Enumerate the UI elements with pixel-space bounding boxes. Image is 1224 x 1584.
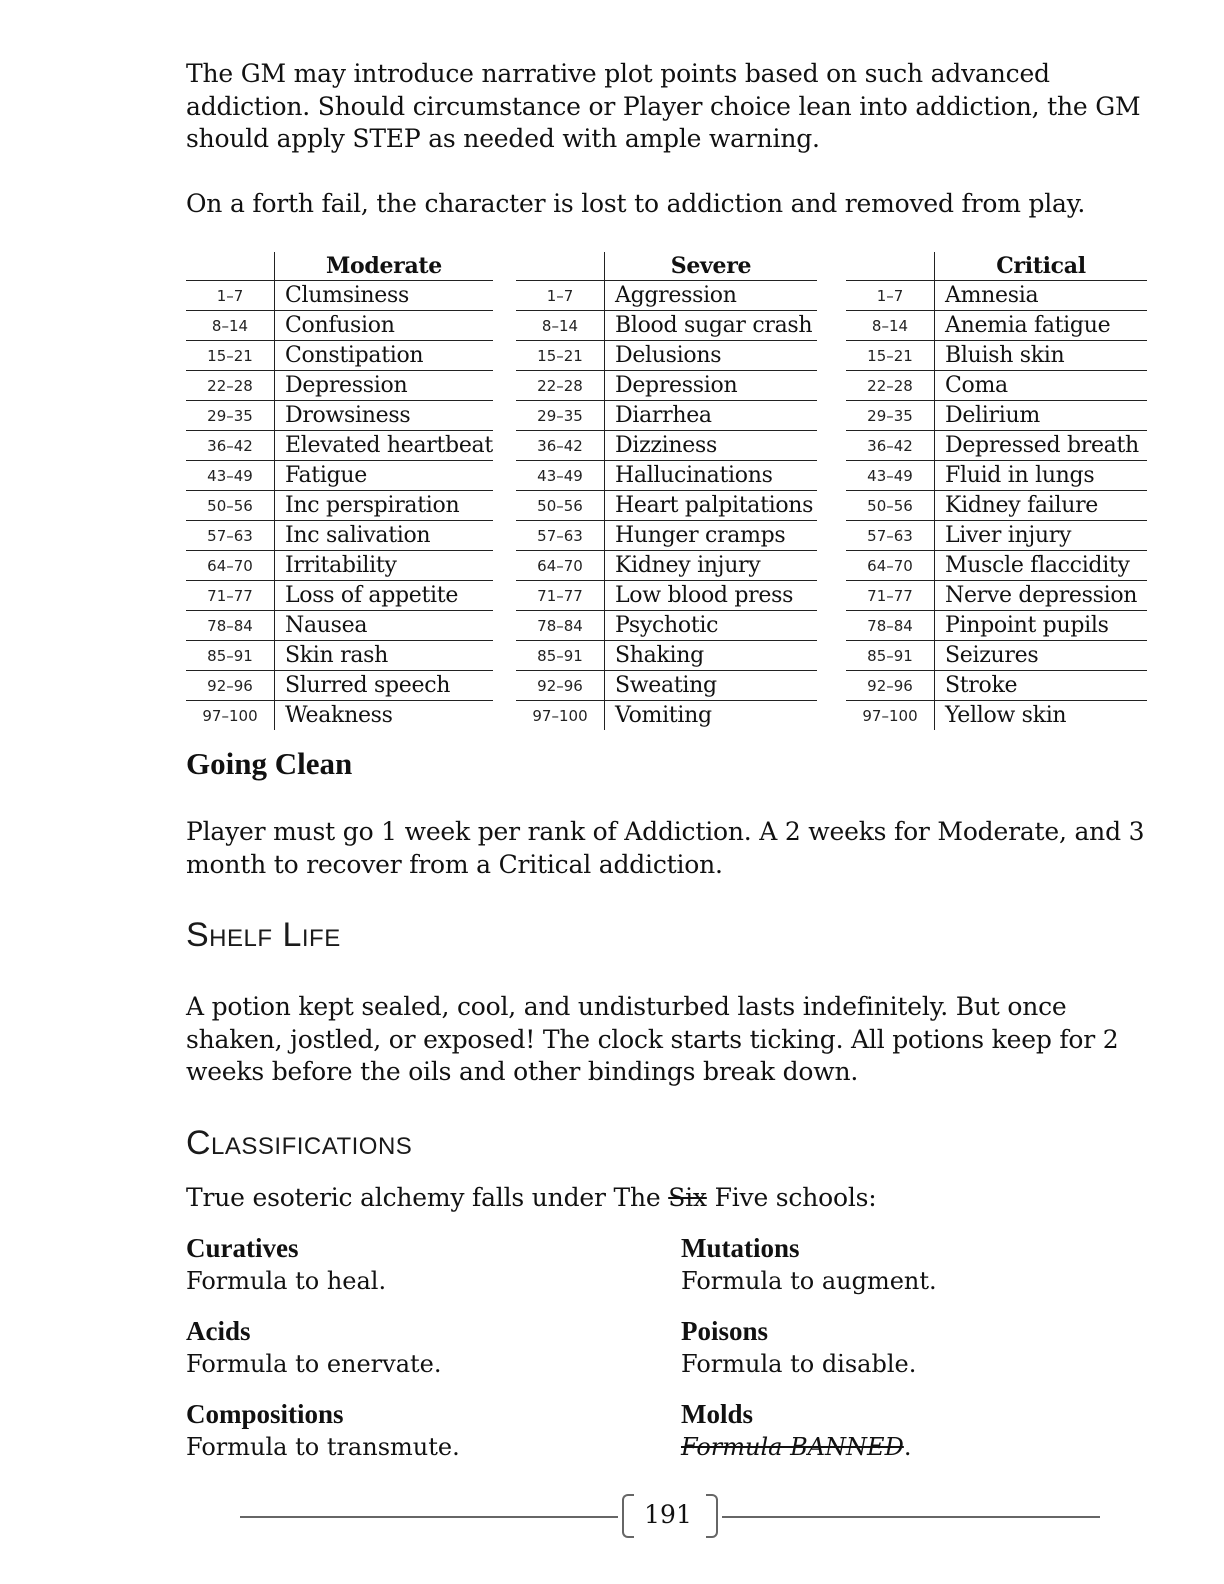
banned-text: Formula BANNED <box>681 1433 904 1461</box>
roll-range: 57–63 <box>186 521 275 551</box>
table-row <box>186 401 493 431</box>
table-row <box>516 401 817 431</box>
roll-range: 43–49 <box>516 461 605 491</box>
table-row <box>186 701 493 731</box>
roll-range: 1–7 <box>846 281 935 311</box>
effect: Inc perspiration <box>275 491 493 521</box>
table-row <box>516 581 817 611</box>
roll-range: 71–77 <box>516 581 605 611</box>
table-row <box>186 281 493 311</box>
table-row <box>186 311 493 341</box>
school-name: Curatives <box>186 1233 299 1263</box>
roll-range: 8–14 <box>516 311 605 341</box>
roll-range: 71–77 <box>846 581 935 611</box>
table-row <box>846 701 1147 731</box>
roll-range: 22–28 <box>516 371 605 401</box>
table-header: Moderate <box>275 252 493 281</box>
school-compositions <box>186 1398 626 1464</box>
table-row <box>846 431 1147 461</box>
table-header-row <box>846 252 1147 281</box>
footer-rule-right <box>722 1516 1100 1518</box>
roll-range: 22–28 <box>846 371 935 401</box>
roll-range: 36–42 <box>516 431 605 461</box>
effect: Depression <box>605 371 818 401</box>
table-row <box>516 311 817 341</box>
roll-range: 71–77 <box>186 581 275 611</box>
roll-range: 50–56 <box>516 491 605 521</box>
roll-range: 64–70 <box>846 551 935 581</box>
school-molds <box>681 1398 1121 1464</box>
shelf-life-heading: Shelf Life <box>186 916 341 954</box>
effect: Heart palpitations <box>605 491 818 521</box>
table-row <box>186 611 493 641</box>
roll-range: 85–91 <box>846 641 935 671</box>
table-row <box>516 641 817 671</box>
roll-range: 85–91 <box>516 641 605 671</box>
effect: Kidney failure <box>935 491 1148 521</box>
school-description: Formula to enervate. <box>186 1350 442 1378</box>
effect: Skin rash <box>275 641 493 671</box>
roll-range: 97–100 <box>186 701 275 731</box>
table-row <box>186 491 493 521</box>
effect: Drowsiness <box>275 401 493 431</box>
table-row <box>846 641 1147 671</box>
roll-range: 29–35 <box>846 401 935 431</box>
table-row <box>846 491 1147 521</box>
table-row <box>846 551 1147 581</box>
effect: Fluid in lungs <box>935 461 1148 491</box>
table-row <box>846 611 1147 641</box>
table-row <box>186 371 493 401</box>
table-row <box>186 641 493 671</box>
school-description: Formula to transmute. <box>186 1433 460 1461</box>
school-description <box>681 1430 1121 1464</box>
roll-range: 29–35 <box>516 401 605 431</box>
range-header-cell <box>516 252 605 281</box>
effect: Delusions <box>605 341 818 371</box>
effect: Amnesia <box>935 281 1148 311</box>
effect: Hunger cramps <box>605 521 818 551</box>
roll-range: 15–21 <box>846 341 935 371</box>
school-description: Formula to augment. <box>681 1267 937 1295</box>
effect: Hallucinations <box>605 461 818 491</box>
effect: Vomiting <box>615 703 712 728</box>
table-header-row <box>516 252 817 281</box>
struck-word: Six <box>668 1183 707 1212</box>
range-header-cell <box>186 252 275 281</box>
effect: Stroke <box>935 671 1148 701</box>
roll-range: 50–56 <box>846 491 935 521</box>
intro-text-before: True esoteric alchemy falls under The <box>186 1183 669 1212</box>
intro-paragraph-2: On a forth fail, the character is lost to addiction and removed from play. <box>186 189 1086 218</box>
shelf-life-body: A potion kept sealed, cool, and undisturbed lasts indefinitely. But once shaken, jostled, or exposed! The clock starts ticking. All potions keep for 2 weeks before the oils and other bindings break down. <box>186 992 1119 1086</box>
effect: Muscle flaccidity <box>935 551 1148 581</box>
effect: Slurred speech <box>275 671 493 701</box>
effect: Pinpoint pupils <box>935 611 1148 641</box>
school-curatives <box>186 1232 626 1298</box>
roll-range: 1–7 <box>186 281 275 311</box>
roll-range: 78–84 <box>846 611 935 641</box>
effect: Kidney injury <box>605 551 818 581</box>
moderate-table <box>186 252 493 730</box>
table-row <box>846 671 1147 701</box>
school-name: Molds <box>681 1399 754 1429</box>
roll-range: 57–63 <box>846 521 935 551</box>
going-clean-heading: Going Clean <box>186 746 353 781</box>
school-poisons <box>681 1315 1121 1381</box>
effect: Depression <box>275 371 493 401</box>
roll-range: 43–49 <box>186 461 275 491</box>
effect: Delirium <box>935 401 1148 431</box>
effect: Sweating <box>605 671 818 701</box>
table-row <box>846 461 1147 491</box>
table-row <box>516 611 817 641</box>
effect: Dizziness <box>605 431 818 461</box>
table-row <box>846 281 1147 311</box>
effect: Diarrhea <box>605 401 818 431</box>
effect: Seizures <box>935 641 1148 671</box>
page-number: 191 <box>644 1500 692 1529</box>
range-header-cell <box>846 252 935 281</box>
roll-range: 64–70 <box>186 551 275 581</box>
page-footer <box>240 1494 1100 1538</box>
effect: Anemia fatigue <box>935 311 1148 341</box>
roll-range: 92–96 <box>186 671 275 701</box>
table-row <box>516 551 817 581</box>
effect: Fatigue <box>275 461 493 491</box>
effect: Psychotic <box>605 611 818 641</box>
intro-paragraph-1: The GM may introduce narrative plot points based on such advanced addiction. Should circumstance or Player choice lean into addiction, the GM should apply STEP as needed with ample warning. <box>186 59 1141 153</box>
effect: Clumsiness <box>275 281 493 311</box>
roll-range: 36–42 <box>846 431 935 461</box>
roll-range: 36–42 <box>186 431 275 461</box>
table-row <box>516 281 817 311</box>
intro-text-after: Five schools: <box>706 1183 877 1212</box>
table-row <box>186 521 493 551</box>
table-row <box>186 341 493 371</box>
table-row <box>516 491 817 521</box>
roll-range: 15–21 <box>186 341 275 371</box>
roll-range: 92–96 <box>516 671 605 701</box>
roll-range: 50–56 <box>186 491 275 521</box>
effect: Elevated heartbeat <box>275 431 493 461</box>
table-header: Severe <box>605 252 818 281</box>
table-header-row <box>186 252 493 281</box>
right-brace-icon <box>706 1494 718 1538</box>
effect: Inc salivation <box>275 521 493 551</box>
table-row <box>516 431 817 461</box>
school-description: Formula to heal. <box>186 1267 387 1295</box>
roll-range: 97–100 <box>516 701 605 731</box>
roll-range: 8–14 <box>846 311 935 341</box>
effect: Shaking <box>605 641 818 671</box>
roll-range: 78–84 <box>186 611 275 641</box>
roll-range: 22–28 <box>186 371 275 401</box>
table-row <box>516 701 817 731</box>
table-row <box>846 521 1147 551</box>
going-clean-body: Player must go 1 week per rank of Addiction. A 2 weeks for Moderate, and 3 month to recover from a Critical addiction. <box>186 817 1145 879</box>
table-row <box>516 461 817 491</box>
table-row <box>516 521 817 551</box>
roll-range: 43–49 <box>846 461 935 491</box>
school-description: Formula to disable. <box>681 1350 917 1378</box>
effect: Nausea <box>275 611 493 641</box>
roll-range: 78–84 <box>516 611 605 641</box>
effect: Low blood press <box>605 581 818 611</box>
effect: Coma <box>935 371 1148 401</box>
effect: Depressed breath <box>935 431 1148 461</box>
roll-range: 85–91 <box>186 641 275 671</box>
roll-range: 97–100 <box>846 701 935 731</box>
effect: Nerve depression <box>935 581 1148 611</box>
effect: Weakness <box>285 703 393 728</box>
table-row <box>186 581 493 611</box>
effect: Liver injury <box>935 521 1148 551</box>
classifications-heading: Classifications <box>186 1124 413 1162</box>
effect: Yellow skin <box>945 703 1067 728</box>
table-row <box>516 671 817 701</box>
school-name: Compositions <box>186 1399 344 1429</box>
banned-tail: . <box>903 1433 912 1461</box>
school-name: Acids <box>186 1316 251 1346</box>
school-mutations <box>681 1232 1121 1298</box>
table-row <box>516 341 817 371</box>
school-acids <box>186 1315 626 1381</box>
table-row <box>846 311 1147 341</box>
effect: Constipation <box>275 341 493 371</box>
critical-table <box>846 252 1147 730</box>
roll-range: 29–35 <box>186 401 275 431</box>
effect: Irritability <box>275 551 493 581</box>
table-row <box>846 371 1147 401</box>
roll-range: 92–96 <box>846 671 935 701</box>
table-header: Critical <box>935 252 1148 281</box>
footer-rule-left <box>240 1516 618 1518</box>
effect: Loss of appetite <box>275 581 493 611</box>
roll-range: 57–63 <box>516 521 605 551</box>
school-name: Poisons <box>681 1316 769 1346</box>
roll-range: 15–21 <box>516 341 605 371</box>
table-row <box>846 341 1147 371</box>
effect: Blood sugar crash <box>605 311 818 341</box>
table-row <box>186 551 493 581</box>
table-row <box>846 401 1147 431</box>
table-row <box>186 431 493 461</box>
effect: Aggression <box>605 281 818 311</box>
school-name: Mutations <box>681 1233 800 1263</box>
classifications-intro <box>186 1182 1146 1215</box>
roll-range: 8–14 <box>186 311 275 341</box>
table-row <box>186 671 493 701</box>
table-row <box>846 581 1147 611</box>
effect: Confusion <box>275 311 493 341</box>
table-row <box>186 461 493 491</box>
severe-table <box>516 252 817 730</box>
roll-range: 1–7 <box>516 281 605 311</box>
roll-range: 64–70 <box>516 551 605 581</box>
effect: Bluish skin <box>935 341 1148 371</box>
table-row <box>516 371 817 401</box>
